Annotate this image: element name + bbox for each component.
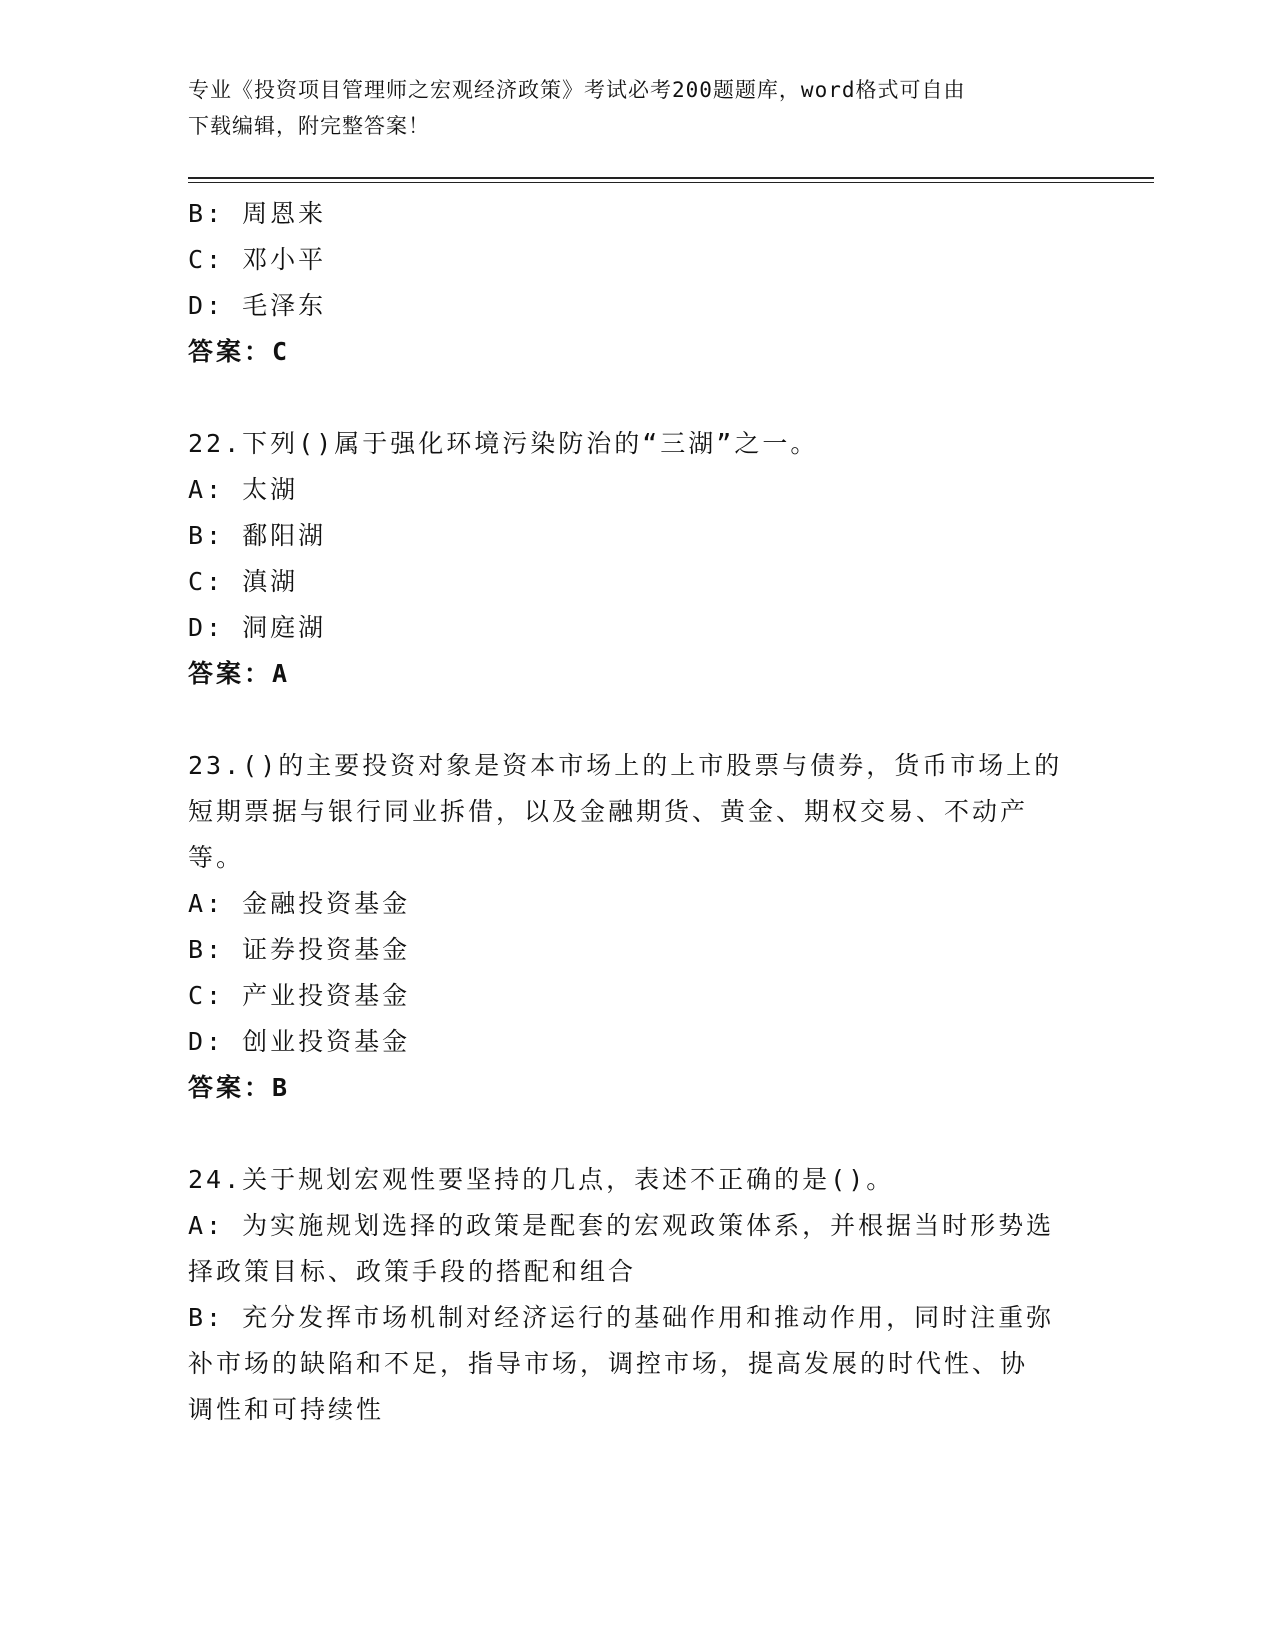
- question-21: [188, 191, 1088, 375]
- answer: 答案：C: [188, 337, 291, 366]
- header-divider-thick: [188, 177, 1154, 179]
- question-stem: 22.下列()属于强化环境污染防治的“三湖”之一。: [188, 429, 819, 458]
- option-a: A: 金融投资基金: [188, 889, 411, 918]
- question-stem-line-1: 23.()的主要投资对象是资本市场上的上市股票与债券，货币市场上的: [188, 751, 1063, 780]
- option-a-line-2: 择政策目标、政策手段的搭配和组合: [188, 1257, 637, 1286]
- option-b-line-2: 补市场的缺陷和不足，指导市场，调控市场，提高发展的时代性、协: [188, 1349, 1029, 1378]
- question-stem: 24.关于规划宏观性要坚持的几点，表述不正确的是()。: [188, 1165, 895, 1194]
- option-b: B: 周恩来: [188, 199, 327, 228]
- option-d: D: 毛泽东: [188, 291, 327, 320]
- question-23: [188, 743, 1088, 1111]
- header-divider-thin: [188, 182, 1154, 183]
- option-b: B: 证券投资基金: [188, 935, 411, 964]
- answer: 答案：B: [188, 1073, 291, 1102]
- header-line-2: 下载编辑，附完整答案！: [188, 114, 430, 138]
- question-24: [188, 1157, 1088, 1433]
- option-a: A: 太湖: [188, 475, 299, 504]
- option-b: B: 鄱阳湖: [188, 521, 327, 550]
- answer: 答案：A: [188, 659, 291, 688]
- option-c: C: 邓小平: [188, 245, 327, 274]
- option-a-line-1: A: 为实施规划选择的政策是配套的宏观政策体系，并根据当时形势选: [188, 1211, 1055, 1240]
- option-d: D: 创业投资基金: [188, 1027, 411, 1056]
- document-header: [188, 72, 1068, 144]
- option-b-line-3: 调性和可持续性: [188, 1395, 385, 1424]
- question-stem-line-3: 等。: [188, 843, 245, 872]
- option-c: C: 产业投资基金: [188, 981, 411, 1010]
- question-stem-line-2: 短期票据与银行同业拆借，以及金融期货、黄金、期权交易、不动产: [188, 797, 1029, 826]
- header-line-1: 专业《投资项目管理师之宏观经济政策》考试必考200题题库，word格式可自由: [188, 78, 966, 102]
- document-body: [188, 191, 1088, 1433]
- option-b-line-1: B: 充分发挥市场机制对经济运行的基础作用和推动作用，同时注重弥: [188, 1303, 1055, 1332]
- option-d: D: 洞庭湖: [188, 613, 327, 642]
- option-c: C: 滇湖: [188, 567, 299, 596]
- question-22: [188, 421, 1088, 697]
